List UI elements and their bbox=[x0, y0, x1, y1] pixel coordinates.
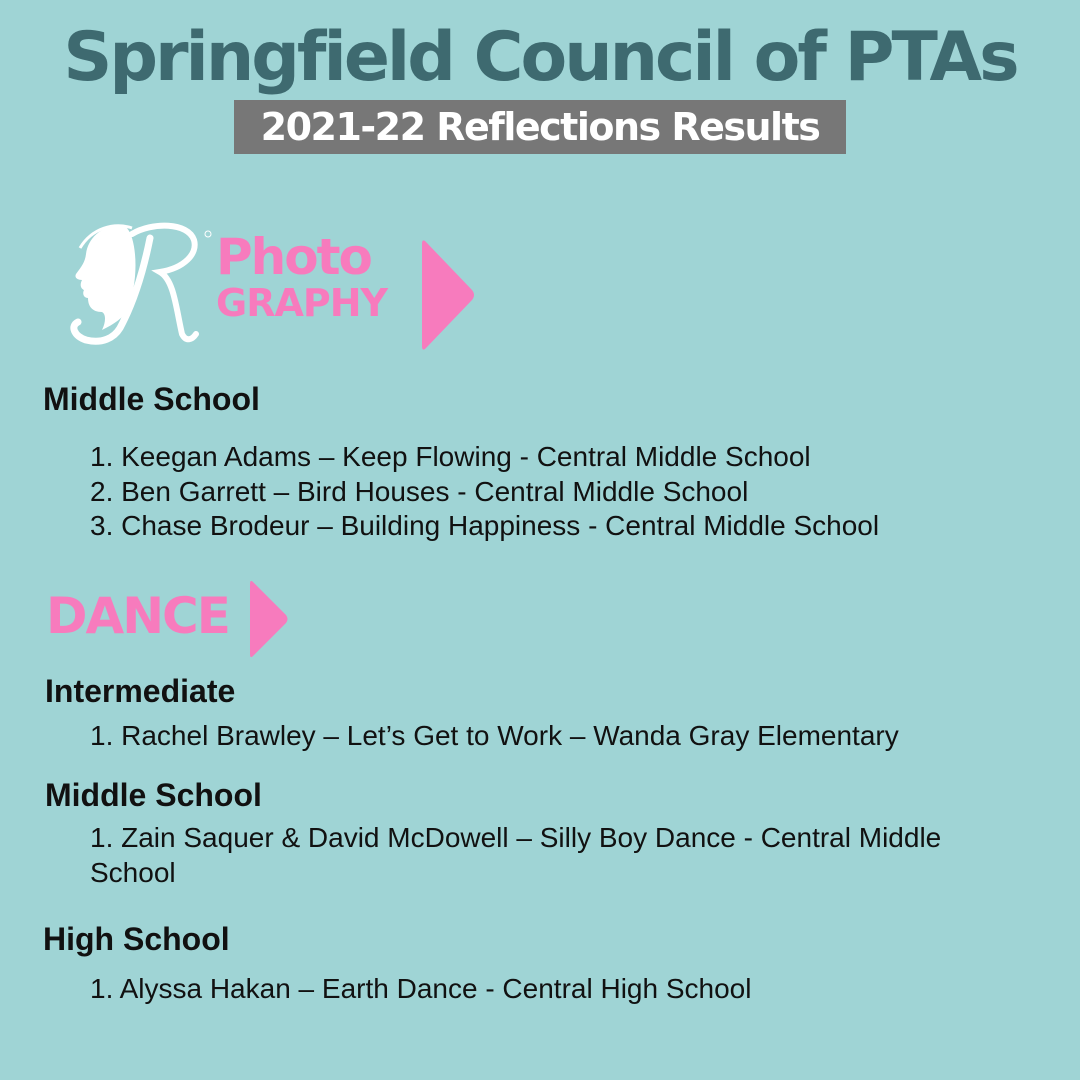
pink-arrow-icon bbox=[248, 578, 290, 660]
group-heading: Intermediate bbox=[45, 673, 236, 709]
subtitle-banner bbox=[234, 100, 846, 154]
results-list bbox=[90, 719, 899, 754]
reflections-logo-icon bbox=[62, 218, 222, 346]
list-item: 3. Chase Brodeur – Building Happiness - Central Middle School bbox=[90, 510, 880, 541]
pink-arrow-icon bbox=[420, 236, 478, 354]
list-item: 1. Rachel Brawley – Let’s Get to Work – Wanda Gray Elementary bbox=[90, 720, 899, 751]
dance-category-label: DANCE bbox=[46, 587, 229, 645]
group-heading: Middle School bbox=[43, 381, 260, 417]
photography-category-label: Photo GRAPHY bbox=[216, 228, 388, 325]
results-list bbox=[90, 821, 1010, 890]
list-item: 1. Keegan Adams – Keep Flowing - Central Middle School bbox=[90, 441, 811, 472]
results-list bbox=[90, 440, 879, 544]
group-heading: Middle School bbox=[45, 777, 262, 813]
list-item: 1. Zain Saquer & David McDowell – Silly Boy Dance - Central Middle School bbox=[90, 822, 942, 888]
group-heading: High School bbox=[43, 921, 230, 957]
list-item: 2. Ben Garrett – Bird Houses - Central Middle School bbox=[90, 475, 749, 507]
page-title: Springfield Council of PTAs bbox=[63, 18, 1017, 97]
results-list bbox=[90, 972, 751, 1007]
subtitle: 2021-22 Reflections Results bbox=[260, 105, 820, 149]
list-item: 1. Alyssa Hakan – Earth Dance - Central High School bbox=[90, 973, 752, 1004]
